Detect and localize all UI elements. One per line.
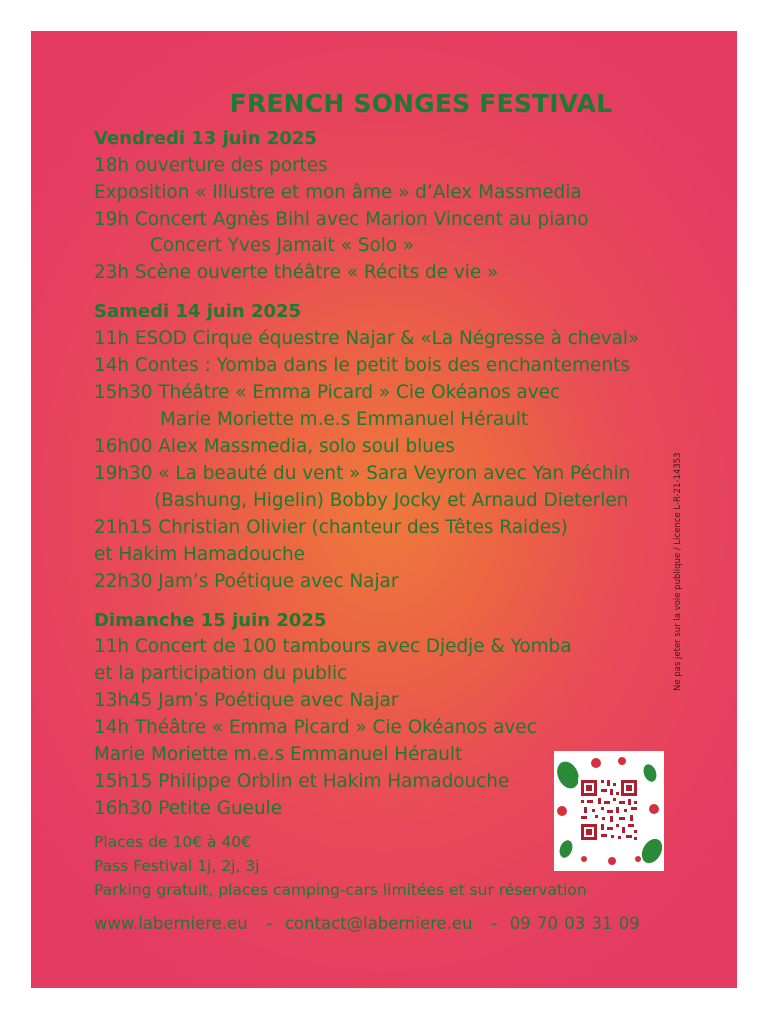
program-line: 19h Concert Agnès Bihl avec Marion Vincent au piano [94, 209, 589, 230]
legal-notice: Ne pas jeter sur la voie publique / Licence L-R-21-14353 [673, 452, 683, 691]
program-line: Marie Moriette m.e.s Emmanuel Hérault [160, 409, 529, 430]
program-line: 14h Contes : Yomba dans le petit bois des enchantements [94, 355, 630, 376]
festival-poster [31, 31, 737, 988]
program-line: 22h30 Jam’s Poétique avec Najar [94, 571, 399, 592]
festival-title: FRENCH SONGES FESTIVAL [229, 89, 613, 118]
separator: - [253, 914, 279, 933]
program-line: 16h00 Alex Massmedia, solo soul blues [94, 436, 455, 457]
program-line: 13h45 Jam’s Poétique avec Najar [94, 690, 399, 711]
program-line: 15h30 Théâtre « Emma Picard » Cie Okéanos avec [94, 382, 561, 403]
website-link[interactable]: www.laberniere.eu [94, 914, 248, 933]
program-line: 11h ESOD Cirque équestre Najar & «La Négresse à cheval» [94, 328, 640, 349]
contact-footer [94, 914, 640, 933]
qr-code-icon[interactable] [554, 751, 664, 871]
program-line: 23h Scène ouverte théâtre « Récits de vie » [94, 262, 499, 283]
info-pass: Pass Festival 1j, 2j, 3j [94, 857, 260, 875]
separator: - [478, 914, 504, 933]
day-heading-saturday: Samedi 14 juin 2025 [94, 301, 302, 322]
email-link[interactable]: contact@laberniere.eu [284, 914, 473, 933]
program-line: 11h Concert de 100 tambours avec Djedje & Yomba [94, 636, 572, 657]
program-line: 15h15 Philippe Orblin et Hakim Hamadouche [94, 771, 510, 792]
phone-number: 09 70 03 31 09 [509, 914, 640, 933]
program-line: Marie Moriette m.e.s Emmanuel Hérault [94, 744, 463, 765]
program-line: 18h ouverture des portes [94, 155, 328, 176]
info-parking: Parking gratuit, places camping-cars limitées et sur réservation [94, 881, 587, 899]
program-line: et la participation du public [94, 663, 348, 684]
program-line: 16h30 Petite Gueule [94, 798, 283, 819]
day-heading-sunday: Dimanche 15 juin 2025 [94, 610, 327, 631]
day-heading-friday: Vendredi 13 juin 2025 [94, 128, 317, 149]
program-line: 21h15 Christian Olivier (chanteur des Têtes Raides) [94, 517, 568, 538]
program-line: 19h30 « La beauté du vent » Sara Veyron avec Yan Péchin [94, 463, 631, 484]
program-line: (Bashung, Higelin) Bobby Jocky et Arnaud Dieterlen [154, 490, 629, 511]
program-line: Exposition « Illustre et mon âme » d’Alex Massmedia [94, 182, 582, 203]
program-line: Concert Yves Jamait « Solo » [150, 235, 415, 256]
info-prices: Places de 10€ à 40€ [94, 833, 252, 851]
program-line: 14h Théâtre « Emma Picard » Cie Okéanos avec [94, 717, 537, 738]
qr-code-card [554, 751, 664, 871]
program-line: et Hakim Hamadouche [94, 544, 305, 565]
